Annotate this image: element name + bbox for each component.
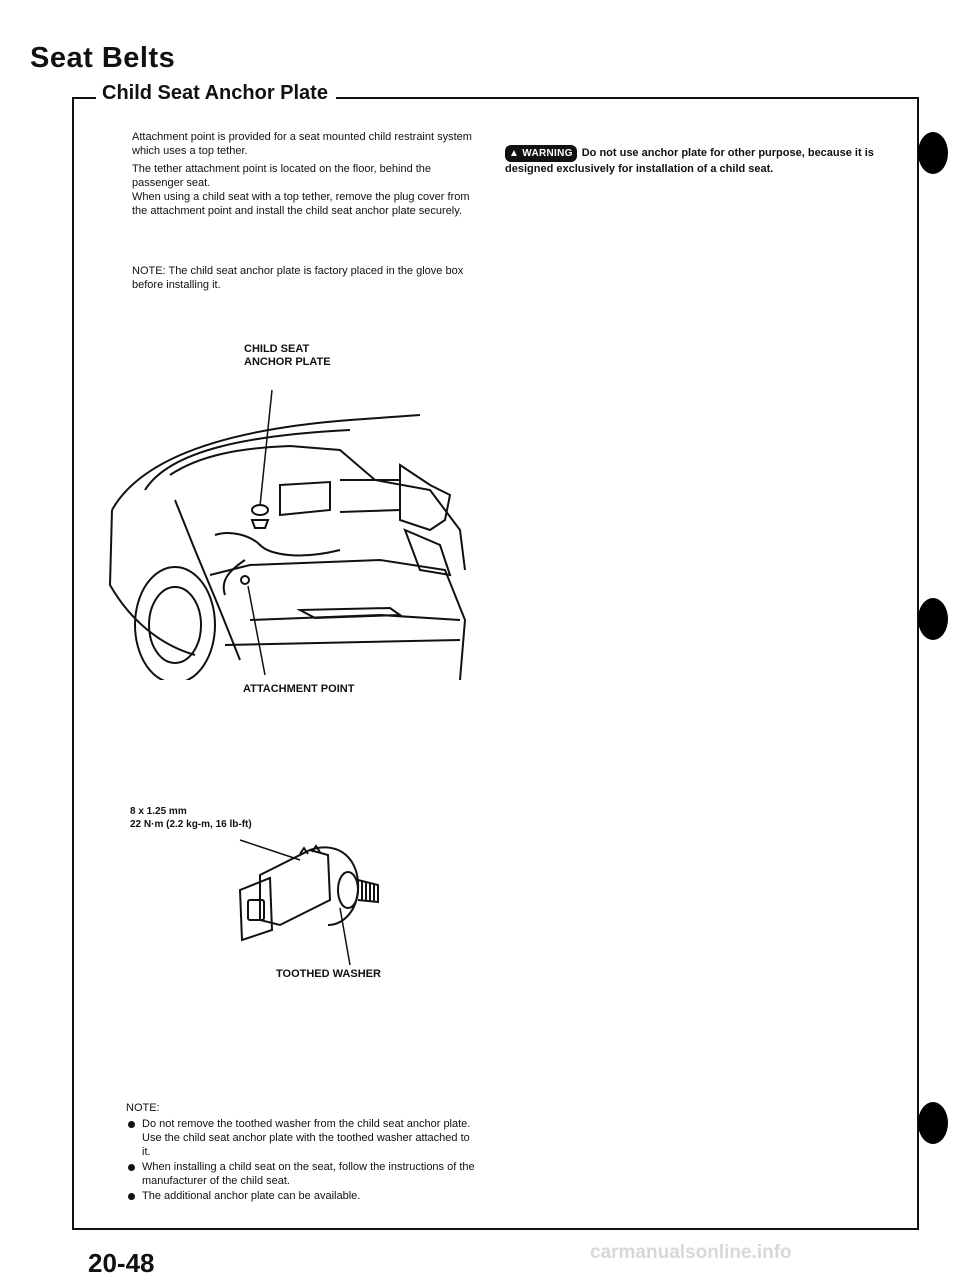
- binder-hole-marker: [918, 1102, 948, 1144]
- warning-badge: ▲ WARNING: [505, 145, 577, 162]
- note-list: [126, 1101, 476, 1204]
- spec-line: 8 x 1.25 mm: [130, 806, 187, 817]
- binder-hole-marker: [918, 132, 948, 174]
- warning-block: [505, 145, 895, 177]
- intro-paragraph-2: The tether attachment point is located on the floor, behind the passenger seat.: [132, 163, 432, 189]
- label-line: ANCHOR PLATE: [244, 356, 331, 368]
- section-frame-left: [72, 97, 74, 1230]
- anchor-plate-illustration: [200, 830, 400, 970]
- roof-line: [112, 415, 420, 510]
- note-item: The additional anchor plate can be available.: [126, 1189, 476, 1203]
- note-item: When installing a child seat on the seat, follow the instructions of the manufacturer of the child seat.: [126, 1160, 476, 1188]
- leader-line: [340, 908, 350, 965]
- label-toothed-washer: TOOTHED WASHER: [276, 968, 381, 980]
- leader-line: [248, 586, 265, 675]
- intro-paragraph-1: Attachment point is provided for a seat mounted child restraint system which uses a top tether.: [132, 131, 472, 157]
- note-heading: NOTE:: [126, 1102, 160, 1114]
- page-number: 20-48: [88, 1248, 155, 1278]
- section-frame-right: [917, 97, 919, 1230]
- section-title: Child Seat Anchor Plate: [96, 82, 336, 105]
- page-title: Seat Belts: [30, 42, 176, 74]
- warning-badge-label: WARNING: [522, 148, 573, 159]
- note-glovebox: NOTE: The child seat anchor plate is factory placed in the glove box before installing it.: [132, 265, 464, 291]
- binder-hole-marker: [918, 598, 948, 640]
- trunk-illustration: [100, 370, 480, 680]
- label-child-seat-anchor-plate: [244, 343, 331, 369]
- note-items: [126, 1117, 476, 1203]
- intro-paragraph-3: When using a child seat with a top tether, remove the plug cover from the attachment point and install the child seat anchor plate securely.: [132, 191, 470, 217]
- bolt-spec: [130, 805, 252, 831]
- label-line: CHILD SEAT: [244, 343, 310, 355]
- warning-text: Do not use anchor plate for other purpose, because it is designed exclusively for installation of a child seat.: [505, 147, 874, 175]
- note-item: Do not remove the toothed washer from the child seat anchor plate. Use the child seat anchor plate with the toothed washer attached to it.: [126, 1117, 476, 1159]
- leader-line: [240, 840, 300, 860]
- watermark: carmanualsonline.info: [590, 1242, 792, 1263]
- spec-line: 22 N·m (2.2 kg-m, 16 lb-ft): [130, 819, 252, 830]
- intro-text: [132, 130, 477, 222]
- label-attachment-point: ATTACHMENT POINT: [243, 683, 355, 695]
- section-frame-bottom: [72, 1228, 919, 1230]
